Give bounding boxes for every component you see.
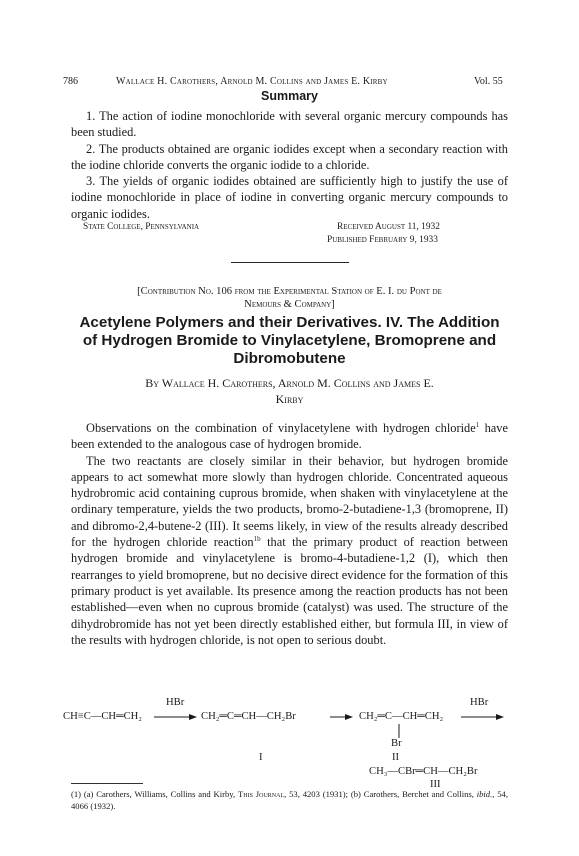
- journal-name: This Journal: [238, 789, 285, 799]
- article-title: [71, 314, 508, 368]
- footnote: (1) (a) Carothers, Williams, Collins and Kirby, This Journal, 53, 4203 (1931); (b) Carothers, Berchet and Collins, ibid., 54, 4066 (1932).: [71, 789, 508, 811]
- summary-list: [71, 108, 508, 222]
- footnote-ref: 1b: [253, 534, 261, 543]
- reagent-label: HBr: [470, 697, 489, 708]
- reaction-arrow: [460, 712, 506, 722]
- contribution-line: [Contribution No. 106 from the Experimental Station of E. I. du Pont de: [137, 286, 442, 297]
- summary-item: 3. The yields of organic iodides obtained are sufficiently high to justify the use of iodine monochloride in place of iodine in converting organic mercury compounds to organic iodides.: [71, 174, 508, 221]
- paragraph: Observations on the combination of vinylacetylene with hydrogen chloride$^1$ have been extended to the analogous case of hydrogen bromide.: [71, 420, 508, 452]
- affiliation: State College, Pennsylvania: [83, 222, 200, 232]
- bond-line: [397, 724, 401, 738]
- label-III: III: [430, 779, 441, 790]
- article-byline: [71, 375, 508, 407]
- compound-vinylacetylene: CH≡C—CH═CH₂: [63, 711, 142, 722]
- summary-item: 2. The products obtained are organic iodides except when a secondary reaction with the iodine chloride converts the organic iodide to a chloride.: [71, 141, 508, 172]
- footnote-divider: [71, 783, 143, 784]
- label-I: I: [259, 752, 263, 763]
- byline-line: Kirby: [275, 392, 304, 406]
- reagent-label: HBr: [166, 697, 185, 708]
- title-line: of Hydrogen Bromide to Vinylacetylene, Bromoprene and: [82, 332, 497, 349]
- contribution-note: [71, 285, 508, 311]
- volume-label: Vol. 55: [474, 76, 503, 87]
- page-number: 786: [63, 76, 78, 87]
- byline-line: By Wallace H. Carothers, Arnold M. Collins and James E.: [145, 376, 434, 390]
- reaction-arrow: [153, 712, 199, 722]
- compound-III: CH₃—CBr═CH—CH₂Br: [369, 766, 478, 777]
- running-head-authors: Wallace H. Carothers, Arnold M. Collins and James E. Kirby: [116, 76, 388, 87]
- summary-heading: Summary: [261, 89, 318, 103]
- reaction-arrow: [329, 712, 355, 722]
- ibid: ibid.: [476, 789, 493, 799]
- received-date: Received August 11, 1932: [337, 222, 440, 232]
- label-II: II: [392, 752, 400, 763]
- title-line: Dibromobutene: [233, 350, 346, 367]
- contribution-line: Nemours & Company]: [244, 299, 335, 310]
- footnote-ref: 1: [475, 420, 480, 429]
- paragraph: The two reactants are closely similar in their behavior, but hydrogen bromide appears to act somewhat more slowly than hydrogen chloride. Concentrated aqueous hydrobromic acid containing cuprous bromide, when shaken with vinylacetylene at the ordinary temperature, yields the two products, bromo-2-butadiene-1,3 (bromoprene, II) and dibromo-2,4-butene-2 (III). It seems likely, in view of the results already described for the hydrogen chloride reaction$^{1b}$ that the primary product of reaction between hydrogen bromide and vinylacetylene is bromo-4-butadiene-1,2 (I), which then rearranges to yield bromoprene, but no decisive direct evidence for the formation of this primary product is yet available. Its presence among the reaction products has not been established—even when no cuprous bromide (catalyst) was used. The structure of the dihydrobromide has not yet been directly established either, but formula III, in view of the results with hydrogen chloride, is not open to serious doubt.: [71, 453, 508, 647]
- title-line: Acetylene Polymers and their Derivatives. IV. The Addition: [79, 314, 500, 331]
- published-date: Published February 9, 1933: [327, 235, 438, 245]
- section-divider: [231, 262, 349, 263]
- bromine-substituent: Br: [391, 738, 402, 749]
- summary-item: 1. The action of iodine monochloride with several organic mercury compounds has been studied.: [71, 109, 508, 140]
- compound-II: CH₂═C—CH═CH₂: [359, 711, 444, 722]
- compound-I: CH₂═C═CH—CH₂Br: [201, 711, 296, 722]
- article-body: [71, 420, 508, 648]
